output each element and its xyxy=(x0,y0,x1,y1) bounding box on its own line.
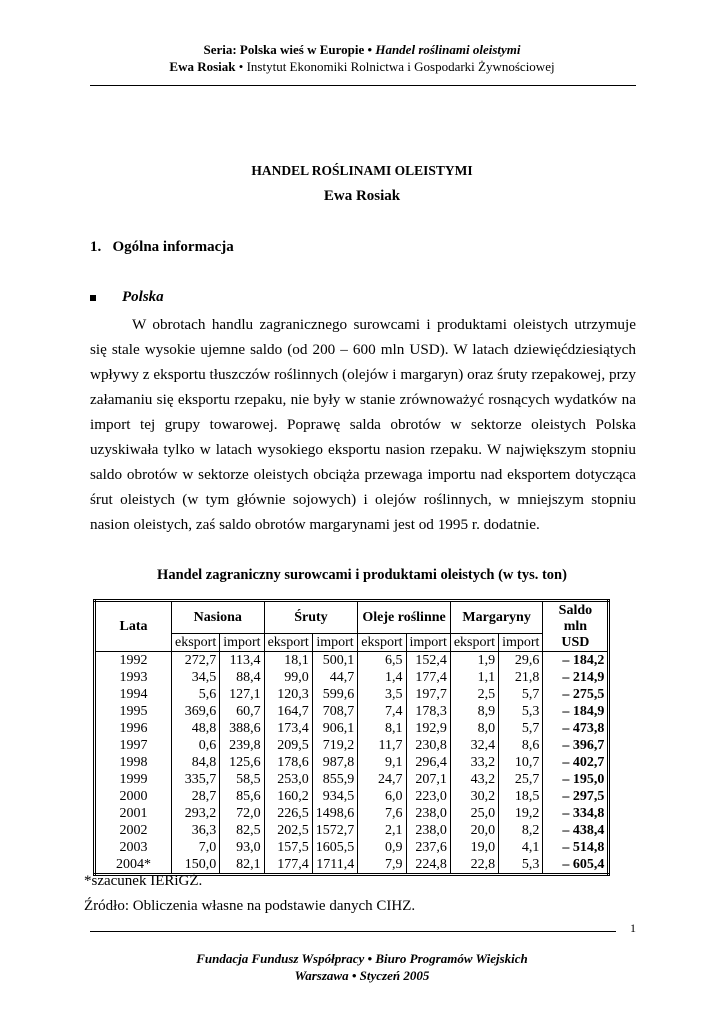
cell-value: 127,1 xyxy=(220,686,264,703)
cell-value: 1498,6 xyxy=(312,805,358,822)
cell-value: 24,7 xyxy=(358,771,406,788)
cell-value: 239,8 xyxy=(220,737,264,754)
cell-year: 2001 xyxy=(95,805,172,822)
cell-year: 1998 xyxy=(95,754,172,771)
cell-value: 5,7 xyxy=(499,686,543,703)
cell-saldo: – 402,7 xyxy=(543,754,609,771)
trade-table xyxy=(93,599,610,876)
cell-value: 82,1 xyxy=(220,856,264,875)
table-row xyxy=(95,771,609,788)
col-sruty: Śruty xyxy=(264,601,358,634)
cell-value: 11,7 xyxy=(358,737,406,754)
sub-eksport: eksport xyxy=(172,634,220,652)
table-row xyxy=(95,856,609,875)
cell-value: 3,5 xyxy=(358,686,406,703)
table-row xyxy=(95,822,609,839)
cell-value: 125,6 xyxy=(220,754,264,771)
cell-value: 369,6 xyxy=(172,703,220,720)
sub-import: import xyxy=(499,634,543,652)
cell-value: 25,7 xyxy=(499,771,543,788)
cell-value: 5,3 xyxy=(499,703,543,720)
cell-value: 223,0 xyxy=(406,788,450,805)
cell-value: 5,6 xyxy=(172,686,220,703)
cell-value: 934,5 xyxy=(312,788,358,805)
cell-value: 177,4 xyxy=(406,669,450,686)
page-number: 1 xyxy=(630,921,636,935)
document-title: HANDEL ROŚLINAMI OLEISTYMI xyxy=(251,163,473,178)
cell-value: 197,7 xyxy=(406,686,450,703)
cell-value: 18,1 xyxy=(264,652,312,670)
cell-value: 178,3 xyxy=(406,703,450,720)
footer-divider xyxy=(90,931,616,932)
cell-value: 238,0 xyxy=(406,822,450,839)
table-row xyxy=(95,805,609,822)
cell-value: 29,6 xyxy=(499,652,543,670)
cell-value: 5,7 xyxy=(499,720,543,737)
cell-year: 1999 xyxy=(95,771,172,788)
cell-value: 1,1 xyxy=(450,669,498,686)
cell-value: 719,2 xyxy=(312,737,358,754)
cell-value: 21,8 xyxy=(499,669,543,686)
cell-value: 178,6 xyxy=(264,754,312,771)
saldo-label: Saldo xyxy=(558,602,593,618)
cell-value: 6,5 xyxy=(358,652,406,670)
cell-value: 202,5 xyxy=(264,822,312,839)
cell-saldo: – 214,9 xyxy=(543,669,609,686)
cell-value: 1711,4 xyxy=(312,856,358,875)
cell-value: 5,3 xyxy=(499,856,543,875)
cell-value: 28,7 xyxy=(172,788,220,805)
cell-saldo: – 275,5 xyxy=(543,686,609,703)
series-label: Seria: Polska wieś w Europie • xyxy=(203,42,376,57)
cell-value: 19,0 xyxy=(450,839,498,856)
cell-value: 152,4 xyxy=(406,652,450,670)
cell-value: 1572,7 xyxy=(312,822,358,839)
cell-value: 226,5 xyxy=(264,805,312,822)
sub-import: import xyxy=(406,634,450,652)
running-header-line1 xyxy=(0,42,724,58)
cell-value: 72,0 xyxy=(220,805,264,822)
cell-value: 19,2 xyxy=(499,805,543,822)
cell-value: 157,5 xyxy=(264,839,312,856)
cell-value: 500,1 xyxy=(312,652,358,670)
cell-value: 293,2 xyxy=(172,805,220,822)
series-title: Handel roślinami oleistymi xyxy=(375,42,521,57)
cell-saldo: – 396,7 xyxy=(543,737,609,754)
cell-value: 36,3 xyxy=(172,822,220,839)
table-row xyxy=(95,703,609,720)
cell-saldo: – 473,8 xyxy=(543,720,609,737)
table-row xyxy=(95,737,609,754)
table-row xyxy=(95,788,609,805)
col-oleje: Oleje roślinne xyxy=(358,601,451,634)
cell-year: 2004* xyxy=(95,856,172,875)
cell-value: 8,1 xyxy=(358,720,406,737)
cell-value: 30,2 xyxy=(450,788,498,805)
cell-value: 7,4 xyxy=(358,703,406,720)
cell-value: 113,4 xyxy=(220,652,264,670)
header-divider xyxy=(90,85,636,86)
cell-value: 120,3 xyxy=(264,686,312,703)
cell-value: 32,4 xyxy=(450,737,498,754)
cell-saldo: – 184,2 xyxy=(543,652,609,670)
cell-saldo: – 605,4 xyxy=(543,856,609,875)
cell-year: 1993 xyxy=(95,669,172,686)
cell-value: 296,4 xyxy=(406,754,450,771)
bullet-label: Polska xyxy=(122,289,164,305)
cell-saldo: – 438,4 xyxy=(543,822,609,839)
cell-value: 1,9 xyxy=(450,652,498,670)
cell-saldo: – 195,0 xyxy=(543,771,609,788)
cell-value: 7,6 xyxy=(358,805,406,822)
cell-value: 177,4 xyxy=(264,856,312,875)
cell-value: 82,5 xyxy=(220,822,264,839)
cell-value: 99,0 xyxy=(264,669,312,686)
cell-year: 1997 xyxy=(95,737,172,754)
cell-value: 1605,5 xyxy=(312,839,358,856)
cell-saldo: – 514,8 xyxy=(543,839,609,856)
col-nasiona: Nasiona xyxy=(172,601,265,634)
cell-value: 272,7 xyxy=(172,652,220,670)
cell-value: 60,7 xyxy=(220,703,264,720)
cell-saldo: – 334,8 xyxy=(543,805,609,822)
cell-value: 173,4 xyxy=(264,720,312,737)
cell-value: 48,8 xyxy=(172,720,220,737)
header-author: Ewa Rosiak xyxy=(169,59,236,74)
cell-value: 192,9 xyxy=(406,720,450,737)
sub-import: import xyxy=(220,634,264,652)
cell-value: 22,8 xyxy=(450,856,498,875)
header-institute: • Instytut Ekonomiki Rolnictwa i Gospodarki Żywnościowej xyxy=(235,59,555,74)
sub-import: import xyxy=(312,634,358,652)
cell-value: 599,6 xyxy=(312,686,358,703)
cell-value: 8,2 xyxy=(499,822,543,839)
cell-value: 7,9 xyxy=(358,856,406,875)
cell-value: 253,0 xyxy=(264,771,312,788)
cell-value: 987,8 xyxy=(312,754,358,771)
running-header-line2 xyxy=(0,59,724,75)
table-source: Źródło: Obliczenia własne na podstawie danych CIHZ. xyxy=(84,898,416,914)
cell-value: 43,2 xyxy=(450,771,498,788)
bullet-item xyxy=(90,289,164,306)
cell-year: 2002 xyxy=(95,822,172,839)
cell-value: 238,0 xyxy=(406,805,450,822)
table-footnote: *szacunek IERiGŻ. xyxy=(84,873,203,889)
cell-value: 44,7 xyxy=(312,669,358,686)
sub-eksport: eksport xyxy=(450,634,498,652)
cell-value: 209,5 xyxy=(264,737,312,754)
cell-year: 1995 xyxy=(95,703,172,720)
saldo-unit: mln xyxy=(563,618,588,634)
cell-value: 1,4 xyxy=(358,669,406,686)
cell-value: 708,7 xyxy=(312,703,358,720)
table-row xyxy=(95,686,609,703)
table-caption: Handel zagraniczny surowcami i produktami oleistych (w tys. ton) xyxy=(157,567,567,583)
section-heading: 1. Ogólna informacja xyxy=(90,239,234,255)
cell-value: 2,5 xyxy=(450,686,498,703)
footer-line1: Fundacja Fundusz Współpracy • Biuro Programów Wiejskich xyxy=(196,951,528,966)
cell-value: 855,9 xyxy=(312,771,358,788)
cell-value: 18,5 xyxy=(499,788,543,805)
cell-value: 8,0 xyxy=(450,720,498,737)
cell-year: 1992 xyxy=(95,652,172,670)
cell-value: 6,0 xyxy=(358,788,406,805)
cell-value: 335,7 xyxy=(172,771,220,788)
cell-value: 207,1 xyxy=(406,771,450,788)
table-row xyxy=(95,720,609,737)
cell-value: 8,6 xyxy=(499,737,543,754)
cell-value: 84,8 xyxy=(172,754,220,771)
cell-value: 388,6 xyxy=(220,720,264,737)
cell-value: 237,6 xyxy=(406,839,450,856)
cell-value: 2,1 xyxy=(358,822,406,839)
document-author: Ewa Rosiak xyxy=(323,188,401,204)
cell-year: 2000 xyxy=(95,788,172,805)
cell-value: 0,6 xyxy=(172,737,220,754)
table-row xyxy=(95,839,609,856)
cell-value: 33,2 xyxy=(450,754,498,771)
cell-year: 1994 xyxy=(95,686,172,703)
saldo-currency: USD xyxy=(561,634,590,650)
table-row xyxy=(95,652,609,670)
cell-value: 58,5 xyxy=(220,771,264,788)
cell-value: 0,9 xyxy=(358,839,406,856)
body-paragraph: W obrotach handlu zagranicznego surowcami i produktami oleistych utrzymuje się stale wysokie ujemne saldo (od 200 – 600 mln USD). W latach dziewięćdziesiątych wpływy z eksportu tłuszczów roślinnych (olejów i margaryn) oraz śruty rzepakowej, przy załamaniu się eksportu rzepaku, nie były w stanie zrównoważyć rosnących wydatków na import tej grupy towarowej. Poprawę salda obrotów w sektorze oleistych Polska uzyskiwała tylko w latach wysokiego eksportu nasion rzepaku. W największym stopniu saldo obrotów w sektorze oleistych obciąża przewaga importu nad eksportem dotycząca śrut oleistych (w tym głównie sojowych) i olejów roślinnych, w mniejszym stopniu nasion oleistych, zaś saldo obrotów margarynami jest od 1995 r. dodatnie. xyxy=(90,316,636,533)
sub-eksport: eksport xyxy=(264,634,312,652)
cell-value: 4,1 xyxy=(499,839,543,856)
cell-value: 7,0 xyxy=(172,839,220,856)
cell-value: 25,0 xyxy=(450,805,498,822)
cell-value: 8,9 xyxy=(450,703,498,720)
col-margaryny: Margaryny xyxy=(450,601,543,634)
cell-value: 20,0 xyxy=(450,822,498,839)
cell-value: 9,1 xyxy=(358,754,406,771)
cell-value: 224,8 xyxy=(406,856,450,875)
cell-value: 164,7 xyxy=(264,703,312,720)
cell-year: 2003 xyxy=(95,839,172,856)
cell-value: 34,5 xyxy=(172,669,220,686)
sub-eksport: eksport xyxy=(358,634,406,652)
col-saldo xyxy=(543,601,609,652)
bullet-square-icon xyxy=(90,295,96,301)
cell-saldo: – 297,5 xyxy=(543,788,609,805)
cell-value: 93,0 xyxy=(220,839,264,856)
cell-saldo: – 184,9 xyxy=(543,703,609,720)
footer-line2: Warszawa • Styczeń 2005 xyxy=(294,968,430,983)
col-lata: Lata xyxy=(95,601,172,652)
cell-value: 230,8 xyxy=(406,737,450,754)
cell-value: 88,4 xyxy=(220,669,264,686)
cell-value: 150,0 xyxy=(172,856,220,875)
cell-year: 1996 xyxy=(95,720,172,737)
cell-value: 160,2 xyxy=(264,788,312,805)
cell-value: 10,7 xyxy=(499,754,543,771)
table-row xyxy=(95,754,609,771)
cell-value: 85,6 xyxy=(220,788,264,805)
table-row xyxy=(95,669,609,686)
cell-value: 906,1 xyxy=(312,720,358,737)
